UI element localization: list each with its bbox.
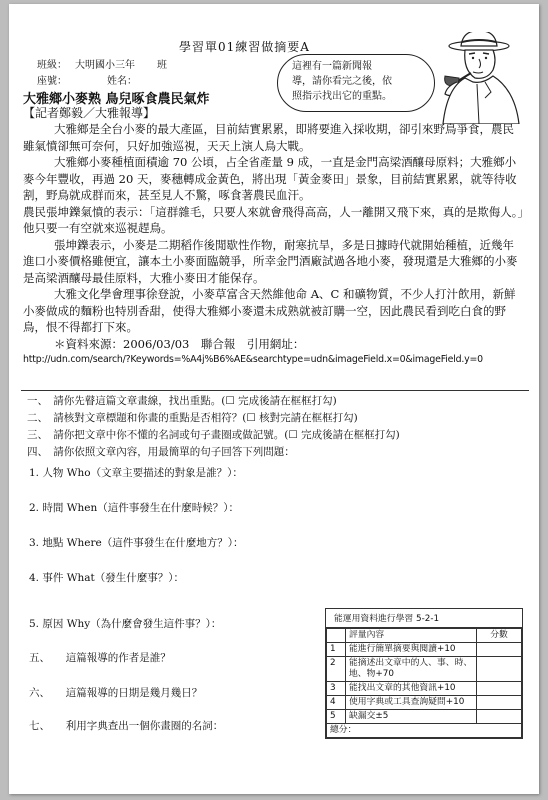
section-divider [21,390,529,391]
question-date: 六、 這篇報導的日期是幾月幾日？ [29,687,203,699]
question-who: 1. 人物 Who（文章主要描述的對象是誰？）： [29,467,243,479]
name-label: 姓名： [107,76,137,87]
class-unit: 班 [157,60,167,71]
task-item: 三、 請你把文章中你不懂的名詞或句子畫圈或做記號。(☐ 完成後請在框框打勾) [27,429,400,441]
rubric-item: 能找出文章的其他資訊+10 [346,682,477,696]
speech-bubble [277,54,435,112]
rubric-row [327,682,522,696]
task-item: 四、 請你依照文章內容，用最簡單的句子回答下列問題： [27,446,295,458]
rubric-num: 5 [327,710,346,724]
rubric-row [327,643,522,657]
article-byline: 【記者鄭毅／大雅報導】 [23,106,156,120]
rubric-score [477,682,522,696]
task-item: 一、 請你先瞽這篇文章畫線，找出重點。(☐ 完成後請在框框打勾) [27,395,337,407]
rubric-header-cell: 評量內容 [346,629,477,643]
article-paragraph: 大雅鄉是全台小麥的最大產區，目前結實累累，即將要進入採收期，卻引來野鳥爭食，農民雖氣憤卻無可奈何，只好加強巡視，天天上演人鳥大戰。 [23,122,515,153]
article-source: ＊資料來源：2006/03/03 聯合報 引用網址： [54,336,305,351]
task-list [27,393,400,461]
rubric-total-row [327,724,522,738]
article-headline: 大雅鄉小麥熟 鳥兒啄食農民氣炸 [23,92,210,107]
question-dictionary: 七、 利用字典查出一個你畫圈的名詞： [29,720,224,732]
rubric-item: 能進行簡單摘要與閱讀+10 [346,643,477,657]
rubric-table [325,608,523,739]
question-where: 3. 地點 Where（這件事發生在什麼地方？）： [29,537,244,549]
rubric-num: 1 [327,643,346,657]
rubric-row [327,710,522,724]
rubric-score [477,710,522,724]
pipe-smoking-man-illustration [427,32,527,124]
article-paragraph: 大雅文化學會理事徐登說，小麥草富含天然維他命 A、C 和礦物質，不少人打汁飲用，新鮮小麥做成的麵粉也特別香甜，使得大雅鄉小麥還未成熟就被訂購一空，因此農民看到吃白食的野鳥，恨不得都打下來。 [23,287,516,334]
bubble-line: 這裡有一篇新聞報 [292,61,372,72]
rubric-score [477,657,522,682]
rubric-item: 缺漏交±5 [346,710,477,724]
question-what: 4. 事件 What（發生什麼事？）： [29,572,184,584]
rubric-score [477,643,522,657]
bubble-line: 照指示找出它的重點。 [292,91,392,102]
rubric-item: 能摘述出文章中的人、事、時、地、物+70 [346,657,477,682]
rubric-header-cell [327,629,346,643]
question-why: 5. 原因 Why（為什麼會發生這件事？）： [29,618,222,630]
rubric-total: 總分： [327,724,522,738]
article-paragraph: 大雅鄉小麥種植面積逾 70 公頃，占全省產量 9 成，一直是金門高梁酒釀母原料；大雅鄉小麥今年豐收，再過 20 天，麥穗轉成金黃色，將出現「黃金麥田」景象，目前結實累累，就等待收割，野鳥就成群而來，甚至見人不驚，啄食著農民血汗。 [23,155,517,202]
worksheet-page [9,4,539,794]
article-paragraph: 張坤鑠表示，小麥是二期稻作後閒歇性作物，耐寒抗旱，多是日據時代就開始種植，近幾年進口小麥價格雖便宜，讓本土小麥面臨競爭，所幸金門酒廠試過各地小麥，發現還是大雅鄉的小麥是高梁酒釀母最佳原料，大雅小麥田才能保存。 [23,237,518,285]
rubric-title: 能運用資料進行學習 5-2-1 [326,609,522,628]
seat-info [37,72,145,87]
rubric-num: 2 [327,657,346,682]
rubric-num: 4 [327,696,346,710]
rubric-item: 使用字典或工具查詢疑問+10 [346,696,477,710]
rubric-row [327,696,522,710]
rubric-num: 3 [327,682,346,696]
question-author: 五、 這篇報導的作者是誰？ [29,652,171,664]
class-label: 班級： [37,60,67,71]
article-url: http://udn.com/search/?Keywords=%A4j%B6%AE&searchtype=udn&imageField.x=0&imageField.y=0 [23,354,483,365]
article-paragraph: 農民張坤鑠氣憤的表示：「這群雜毛，只要人來就會飛得高高，人一離開又飛下來，真的是欺侮人。」他只要一有空就來巡視趕鳥。 [23,204,524,235]
rubric-row [327,657,522,682]
seat-label: 座號： [37,76,67,87]
school-name: 大明國小三年 [75,60,135,71]
task-item: 二、 請核對文章標題和你畫的重點是否相符？(☐ 核對完請在框框打勾) [27,412,358,424]
bubble-line: 導，請你看完之後，依 [292,76,392,87]
rubric-score [477,696,522,710]
class-info [37,56,175,71]
sheet-title: 學習單01練習做摘要A [179,40,310,54]
rubric-header-cell: 分數 [477,629,522,643]
rubric-header-row [327,629,522,643]
question-when: 2. 時間 When（這件事發生在什麼時候？）： [29,502,239,514]
article-body [23,121,525,369]
